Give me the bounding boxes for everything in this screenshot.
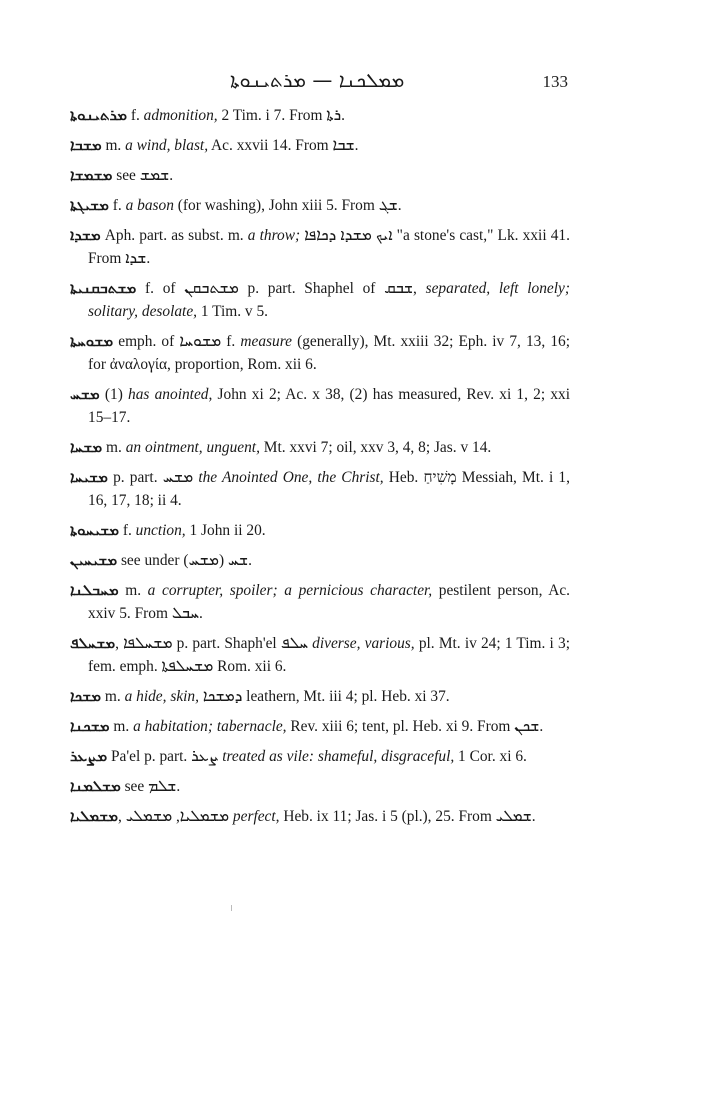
entry-definition: a habitation; tabernacle, bbox=[133, 718, 287, 735]
headword: ܡܫܝܚܘܬܐ bbox=[70, 521, 119, 539]
entry-references: ܫܠܡ. bbox=[148, 778, 181, 795]
entry-references: Rev. xiii 6; tent, pl. Heb. xi 9. From ܫܟܢ. bbox=[286, 718, 544, 735]
headword: ܡܪܬܝܢܘܬܐ bbox=[70, 106, 127, 124]
entry-definition: treated as vile: shameful, disgraceful, bbox=[222, 748, 455, 765]
entry-definition: the Anointed One, the Christ, bbox=[198, 469, 384, 486]
entry-references: ܕܡܫܟܐ leathern, Mt. iii 4; pl. Heb. xi 37. bbox=[198, 688, 450, 705]
entry-definition: has anointed, bbox=[128, 386, 213, 403]
headword: ܡܫܟܢܐ bbox=[70, 717, 110, 735]
dictionary-entry bbox=[70, 134, 570, 157]
entry-definition: separated, left lonely; solitary, desolate, bbox=[88, 280, 570, 320]
entry-references: 1 Tim. v 5. bbox=[197, 303, 269, 320]
entry-references: ܫܡܫ. bbox=[139, 167, 174, 184]
entry-grammar: see under (ܡܫܚ) bbox=[117, 552, 228, 569]
entry-grammar: f. bbox=[118, 522, 136, 539]
headword: ܡܚܒܠܢܐ bbox=[70, 581, 119, 599]
dictionary-entry bbox=[70, 224, 570, 270]
entry-list bbox=[70, 104, 570, 835]
headword: ܡܫܚ bbox=[70, 385, 100, 403]
entry-references: 1 John ii 20. bbox=[185, 522, 266, 539]
headword: ܡܫܝܚܐ bbox=[70, 468, 108, 486]
dictionary-entry bbox=[70, 715, 570, 738]
entry-definition: admonition, bbox=[143, 107, 218, 124]
headword: ܡܫܚܠܦ bbox=[70, 634, 116, 652]
entry-grammar: see bbox=[112, 167, 140, 184]
dictionary-entry bbox=[70, 805, 570, 828]
entry-references: Heb. מָשִׁיחַ Messiah, Mt. i 1, 16, 17, 18; ii 4. bbox=[88, 469, 570, 509]
entry-references: John xi 2; Ac. x 38, (2) has measured, Rev. xi 1, 2; xxi 15–17. bbox=[88, 386, 570, 426]
headword: ܡܫܚܐ bbox=[70, 438, 103, 456]
dictionary-entry bbox=[70, 466, 570, 512]
entry-references: 2 Tim. i 7. From ܪܬܐ. bbox=[217, 107, 345, 124]
dictionary-entry bbox=[70, 383, 570, 429]
entry-references: pestilent person, Ac. xxiv 5. From ܚܒܠ. bbox=[88, 582, 571, 622]
entry-references: pl. Mt. iv 24; 1 Tim. i 3; fem. emph. ܡܫܚܠܦܬܐ Rom. xii 6. bbox=[88, 635, 570, 675]
headword: ܡܫܕܐ bbox=[70, 226, 101, 244]
entry-grammar: p. part. ܡܫܚ bbox=[107, 469, 199, 486]
headword: ܡܫܒܐ bbox=[70, 136, 102, 154]
entry-definition: a hide, skin, bbox=[124, 688, 199, 705]
dictionary-entry bbox=[70, 436, 570, 459]
headword: ܡܫܝܓܬܐ bbox=[70, 196, 109, 214]
dictionary-entry bbox=[70, 775, 570, 798]
page-header bbox=[0, 66, 710, 96]
dictionary-entry bbox=[70, 277, 570, 323]
entry-grammar: m. bbox=[101, 137, 126, 154]
entry-references: ܐܝܟ ܡܫܕܐ ܕܟܐܦܐ "a stone's cast," Lk. xxii 41. From ܫܕܐ. bbox=[88, 227, 570, 267]
entry-definition: a wind, blast, bbox=[125, 137, 209, 154]
dictionary-entry bbox=[70, 549, 570, 572]
entry-definition: a bason bbox=[125, 197, 174, 214]
headword: ܡܫܡܫܐ bbox=[70, 166, 113, 184]
running-head: ܡܡܠܟܢܐ — ܡܪܬܝܢܘܬܐ bbox=[230, 68, 405, 92]
entry-grammar: see bbox=[120, 778, 149, 795]
entry-grammar: m. bbox=[102, 439, 126, 456]
dictionary-entry bbox=[70, 685, 570, 708]
entry-definition: a corrupter, spoiler; a pernicious character, bbox=[147, 582, 433, 599]
entry-grammar: , ܡܫܚܠܦܐ p. part. Shaph'el ܚܠܦ bbox=[115, 635, 313, 652]
entry-definition: an ointment, unguent, bbox=[125, 439, 260, 456]
entry-grammar: emph. of ܡܫܘܚܐ f. bbox=[113, 333, 241, 350]
entry-grammar: Aph. part. as subst. m. bbox=[100, 227, 248, 244]
dictionary-entry bbox=[70, 104, 570, 127]
headword: ܡܫܝܚܝܢ bbox=[70, 551, 118, 569]
entry-grammar: m. bbox=[101, 688, 125, 705]
entry-grammar: f. of ܡܫܬܒܩܢ p. part. Shaphel of ܫܒܩ, bbox=[136, 280, 426, 297]
entry-grammar: m. bbox=[109, 718, 134, 735]
dictionary-entry bbox=[70, 519, 570, 542]
entry-definition: measure bbox=[240, 333, 292, 350]
entry-references: Mt. xxvi 7; oil, xxv 3, 4, 8; Jas. v 14. bbox=[259, 439, 492, 456]
entry-grammar: m. bbox=[118, 582, 148, 599]
entry-grammar: Pa'el p. part. ܨܥܪ bbox=[107, 748, 223, 765]
dictionary-entry bbox=[70, 194, 570, 217]
dictionary-entry bbox=[70, 579, 570, 625]
entry-grammar: f. bbox=[108, 197, 126, 214]
entry-definition: a throw; bbox=[247, 227, 301, 244]
entry-references: ܫܚ. bbox=[227, 552, 252, 569]
headword: ܡܨܥܪ bbox=[70, 747, 108, 765]
entry-grammar: , ܡܫܡܠܝܐ, ܡܫܡܠܝ bbox=[118, 808, 233, 825]
headword: ܡܫܟܐ bbox=[70, 687, 102, 705]
headword: ܡܫܡܠܝܐ bbox=[70, 807, 119, 825]
dictionary-entry bbox=[70, 164, 570, 187]
entry-references: (for washing), John xiii 5. From ܫܓ. bbox=[173, 197, 402, 214]
dictionary-entry bbox=[70, 330, 570, 376]
print-speck bbox=[231, 905, 232, 911]
headword: ܡܫܬܒܩܢܝܬܐ bbox=[70, 279, 137, 297]
entry-definition: unction, bbox=[135, 522, 186, 539]
headword: ܡܫܘܚܬܐ bbox=[70, 332, 114, 350]
entry-references: Ac. xxvii 14. From ܫܒܐ. bbox=[208, 137, 359, 154]
entry-references: Heb. ix 11; Jas. i 5 (pl.), 25. From ܫܡܠܝ. bbox=[279, 808, 536, 825]
entry-grammar: (1) bbox=[99, 386, 129, 403]
entry-grammar: f. bbox=[127, 107, 144, 124]
entry-definition: perfect, bbox=[232, 808, 280, 825]
dictionary-entry bbox=[70, 632, 570, 678]
entry-references: (generally), Mt. xxiii 32; Eph. iv 7, 13, 16; for ἀναλογία, proportion, Rom. xii 6. bbox=[88, 333, 570, 373]
dictionary-entry bbox=[70, 745, 570, 768]
entry-definition: diverse, various, bbox=[312, 635, 415, 652]
headword: ܡܫܠܡܢܐ bbox=[70, 777, 121, 795]
entry-references: 1 Cor. xi 6. bbox=[454, 748, 527, 765]
page-number: 133 bbox=[542, 72, 568, 91]
